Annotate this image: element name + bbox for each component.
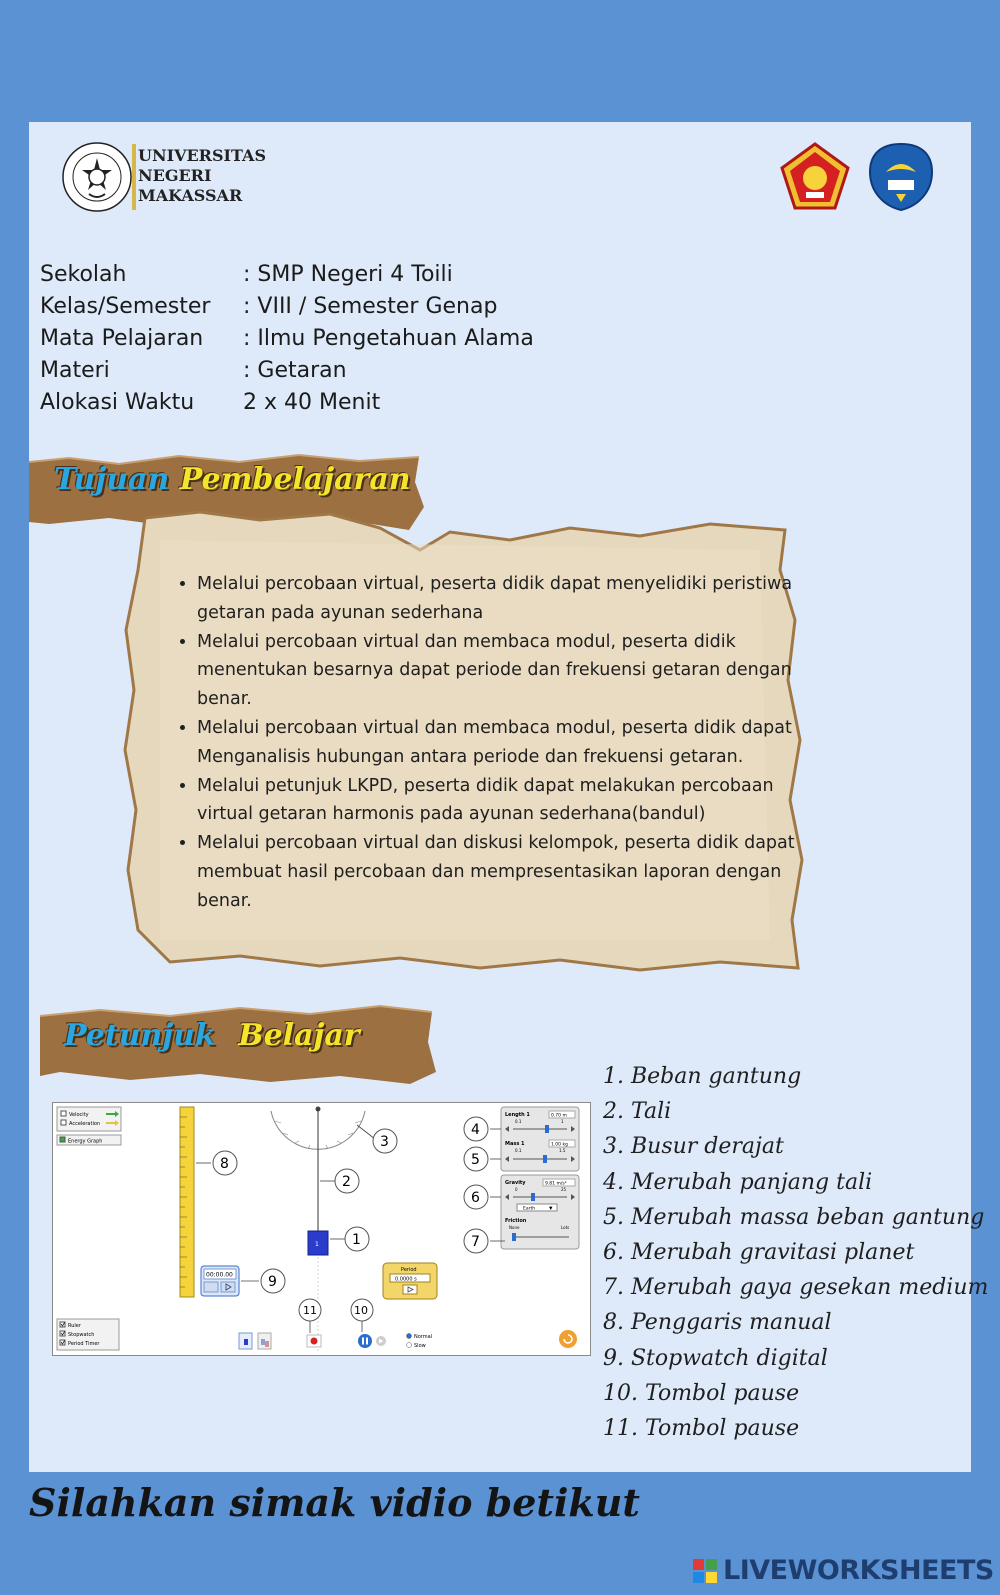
mass-max: 1.5	[559, 1148, 566, 1153]
tutwuri-emblem-icon	[866, 142, 936, 212]
mass-label: Mass 1	[505, 1141, 525, 1147]
ruler-checkbox-label: Ruler	[68, 1323, 81, 1329]
legend-item: 5. Merubah massa beban gantung	[603, 1204, 985, 1230]
unm-line-2: NEGERI	[138, 166, 212, 185]
petunjuk-title-part1: Petunjuk	[64, 1018, 216, 1053]
bob-label: 1	[315, 1241, 319, 1248]
pendulum-icon	[244, 1339, 248, 1345]
length-min: 0.1	[515, 1119, 522, 1124]
legend-item: 10. Tombol pause	[603, 1380, 800, 1406]
mass-slider-thumb[interactable]	[543, 1155, 547, 1163]
pause-icon	[362, 1338, 364, 1345]
objective-item: • Melalui percobaan virtual dan membaca modul, peserta didik dapat Menganalisis hubungan antara periode dan frekuensi getaran.	[197, 714, 807, 772]
length-value: 0.70 m	[551, 1113, 567, 1119]
school-emblem-icon	[780, 142, 850, 212]
info-label: Sekolah	[40, 262, 127, 287]
gravity-max: 25	[561, 1187, 567, 1192]
period-value: 0.0000 s	[395, 1276, 417, 1283]
petunjuk-banner	[40, 1002, 438, 1088]
unm-logo	[60, 140, 340, 220]
record-icon	[311, 1338, 318, 1345]
legend-item: 2. Tali	[603, 1099, 672, 1125]
pendulum-simulation-screenshot	[52, 1102, 591, 1356]
info-label: Kelas/Semester	[40, 294, 211, 319]
friction-min: None	[509, 1225, 520, 1230]
tujuan-title-part1: Tujuan	[54, 462, 170, 497]
callout-number: 1	[352, 1232, 361, 1248]
legend-item: 6. Merubah gravitasi planet	[603, 1239, 915, 1265]
acceleration-label: Acceleration	[69, 1121, 101, 1127]
velocity-checkbox[interactable]	[61, 1111, 66, 1116]
pendulum-icon	[261, 1339, 265, 1345]
planet-value: Earth	[523, 1206, 536, 1212]
pause-icon	[366, 1338, 368, 1345]
period-timer-checkbox-label: Period Timer	[68, 1341, 100, 1347]
info-label: Materi	[40, 358, 110, 383]
liveworksheets-logo-icon	[693, 1559, 717, 1583]
info-label: Alokasi Waktu	[40, 390, 195, 415]
petunjuk-title	[64, 1018, 360, 1053]
callout-number: 10	[354, 1304, 368, 1317]
callout-circles	[213, 1117, 488, 1321]
legend-item: 7. Merubah gaya gesekan medium	[603, 1275, 989, 1301]
gravity-label: Gravity	[505, 1180, 526, 1186]
length-max: 1	[561, 1119, 564, 1124]
callout-number: 8	[220, 1156, 229, 1172]
chevron-down-icon: ▼	[549, 1206, 553, 1212]
gravity-slider-thumb[interactable]	[531, 1193, 535, 1201]
friction-max: Lots	[561, 1225, 570, 1230]
gravity-value: 9.81 m/s²	[545, 1181, 567, 1187]
length-label: Length 1	[505, 1112, 530, 1118]
info-label: Mata Pelajaran	[40, 326, 204, 351]
legend-item: 11. Tombol pause	[603, 1415, 800, 1441]
info-value: : VIII / Semester Genap	[243, 294, 498, 319]
info-value: : Ilmu Pengetahuan Alama	[243, 326, 534, 351]
callout-number: 3	[380, 1134, 389, 1150]
info-value: 2 x 40 Menit	[243, 390, 381, 415]
legend-item: 9. Stopwatch digital	[603, 1345, 828, 1371]
gravity-min: 0	[515, 1187, 518, 1192]
stopwatch-checkbox-label: Stopwatch	[68, 1332, 95, 1338]
length-slider-thumb[interactable]	[545, 1125, 549, 1133]
acceleration-checkbox[interactable]	[61, 1120, 66, 1125]
callout-number: 11	[303, 1304, 317, 1317]
unm-line-3: MAKASSAR	[138, 186, 243, 205]
velocity-label: Velocity	[69, 1112, 89, 1118]
stopwatch-start-button[interactable]	[221, 1282, 235, 1292]
pendulum-icon	[265, 1341, 269, 1347]
unm-seal-icon	[60, 140, 134, 214]
friction-label: Friction	[505, 1218, 527, 1224]
info-value: : Getaran	[243, 358, 347, 383]
friction-slider-thumb[interactable]	[512, 1233, 516, 1241]
vector-panel	[57, 1107, 121, 1131]
slow-speed-label: Slow	[414, 1343, 426, 1349]
legend-item: 4. Merubah panjang tali	[603, 1169, 873, 1195]
normal-speed-radio[interactable]	[407, 1334, 412, 1339]
learning-objectives	[175, 570, 807, 916]
normal-speed-label: Normal	[414, 1334, 433, 1340]
legend-item: 3. Busur derajat	[603, 1134, 784, 1160]
petunjuk-title-part2: Belajar	[238, 1018, 360, 1053]
reset-all-button[interactable]	[559, 1330, 577, 1348]
info-value: : SMP Negeri 4 Toili	[243, 262, 453, 287]
energy-graph-label: Energy Graph	[68, 1138, 103, 1145]
unm-line-1: UNIVERSITAS	[138, 146, 267, 165]
objective-item: • Melalui percobaan virtual, peserta didik dapat menyelidiki peristiwa getaran pada ayunan sederhana	[197, 570, 807, 628]
legend-item: 8. Penggaris manual	[603, 1310, 832, 1336]
period-label: Period	[401, 1267, 417, 1273]
simulation-legend	[603, 1064, 988, 1451]
objective-item: • Melalui petunjuk LKPD, peserta didik dapat melakukan percobaan virtual getaran harmonis pada ayunan sederhana(bandul)	[197, 772, 807, 830]
mass-value: 1.00 kg	[551, 1142, 568, 1148]
callout-number: 9	[268, 1274, 277, 1290]
tujuan-title	[54, 462, 411, 497]
period-start-button[interactable]	[403, 1285, 417, 1294]
objective-item: • Melalui percobaan virtual dan membaca modul, peserta didik menentukan besarnya dapat periode dan frekuensi getaran dengan benar.	[197, 628, 807, 714]
pause-button[interactable]	[358, 1334, 372, 1348]
stopwatch-reset-button[interactable]	[204, 1282, 218, 1292]
stopwatch-time: 00:00.00	[206, 1271, 233, 1279]
mass-min: 0.1	[515, 1148, 522, 1153]
liveworksheets-text: LIVEWORKSHEETS	[723, 1555, 994, 1586]
tujuan-title-part2: Pembelajaran	[179, 462, 411, 497]
unm-name	[138, 146, 266, 206]
simulation-drawing	[53, 1103, 590, 1355]
slow-speed-radio[interactable]	[407, 1343, 412, 1348]
ruler[interactable]	[180, 1107, 194, 1297]
callout-number: 7	[471, 1234, 480, 1250]
energy-graph-checkbox[interactable]	[60, 1137, 65, 1142]
callout-number: 5	[471, 1152, 480, 1168]
objective-item: • Melalui percobaan virtual dan diskusi kelompok, peserta didik dapat membuat hasil percobaan dan mempresentasikan laporan dengan benar.	[197, 829, 807, 915]
callout-number: 2	[342, 1174, 351, 1190]
unm-divider	[132, 144, 136, 210]
video-instruction: Silahkan simak vidio betikut	[29, 1480, 640, 1525]
callout-number: 4	[471, 1122, 480, 1138]
legend-item: 1. Beban gantung	[603, 1064, 802, 1089]
callout-number: 6	[471, 1190, 480, 1206]
